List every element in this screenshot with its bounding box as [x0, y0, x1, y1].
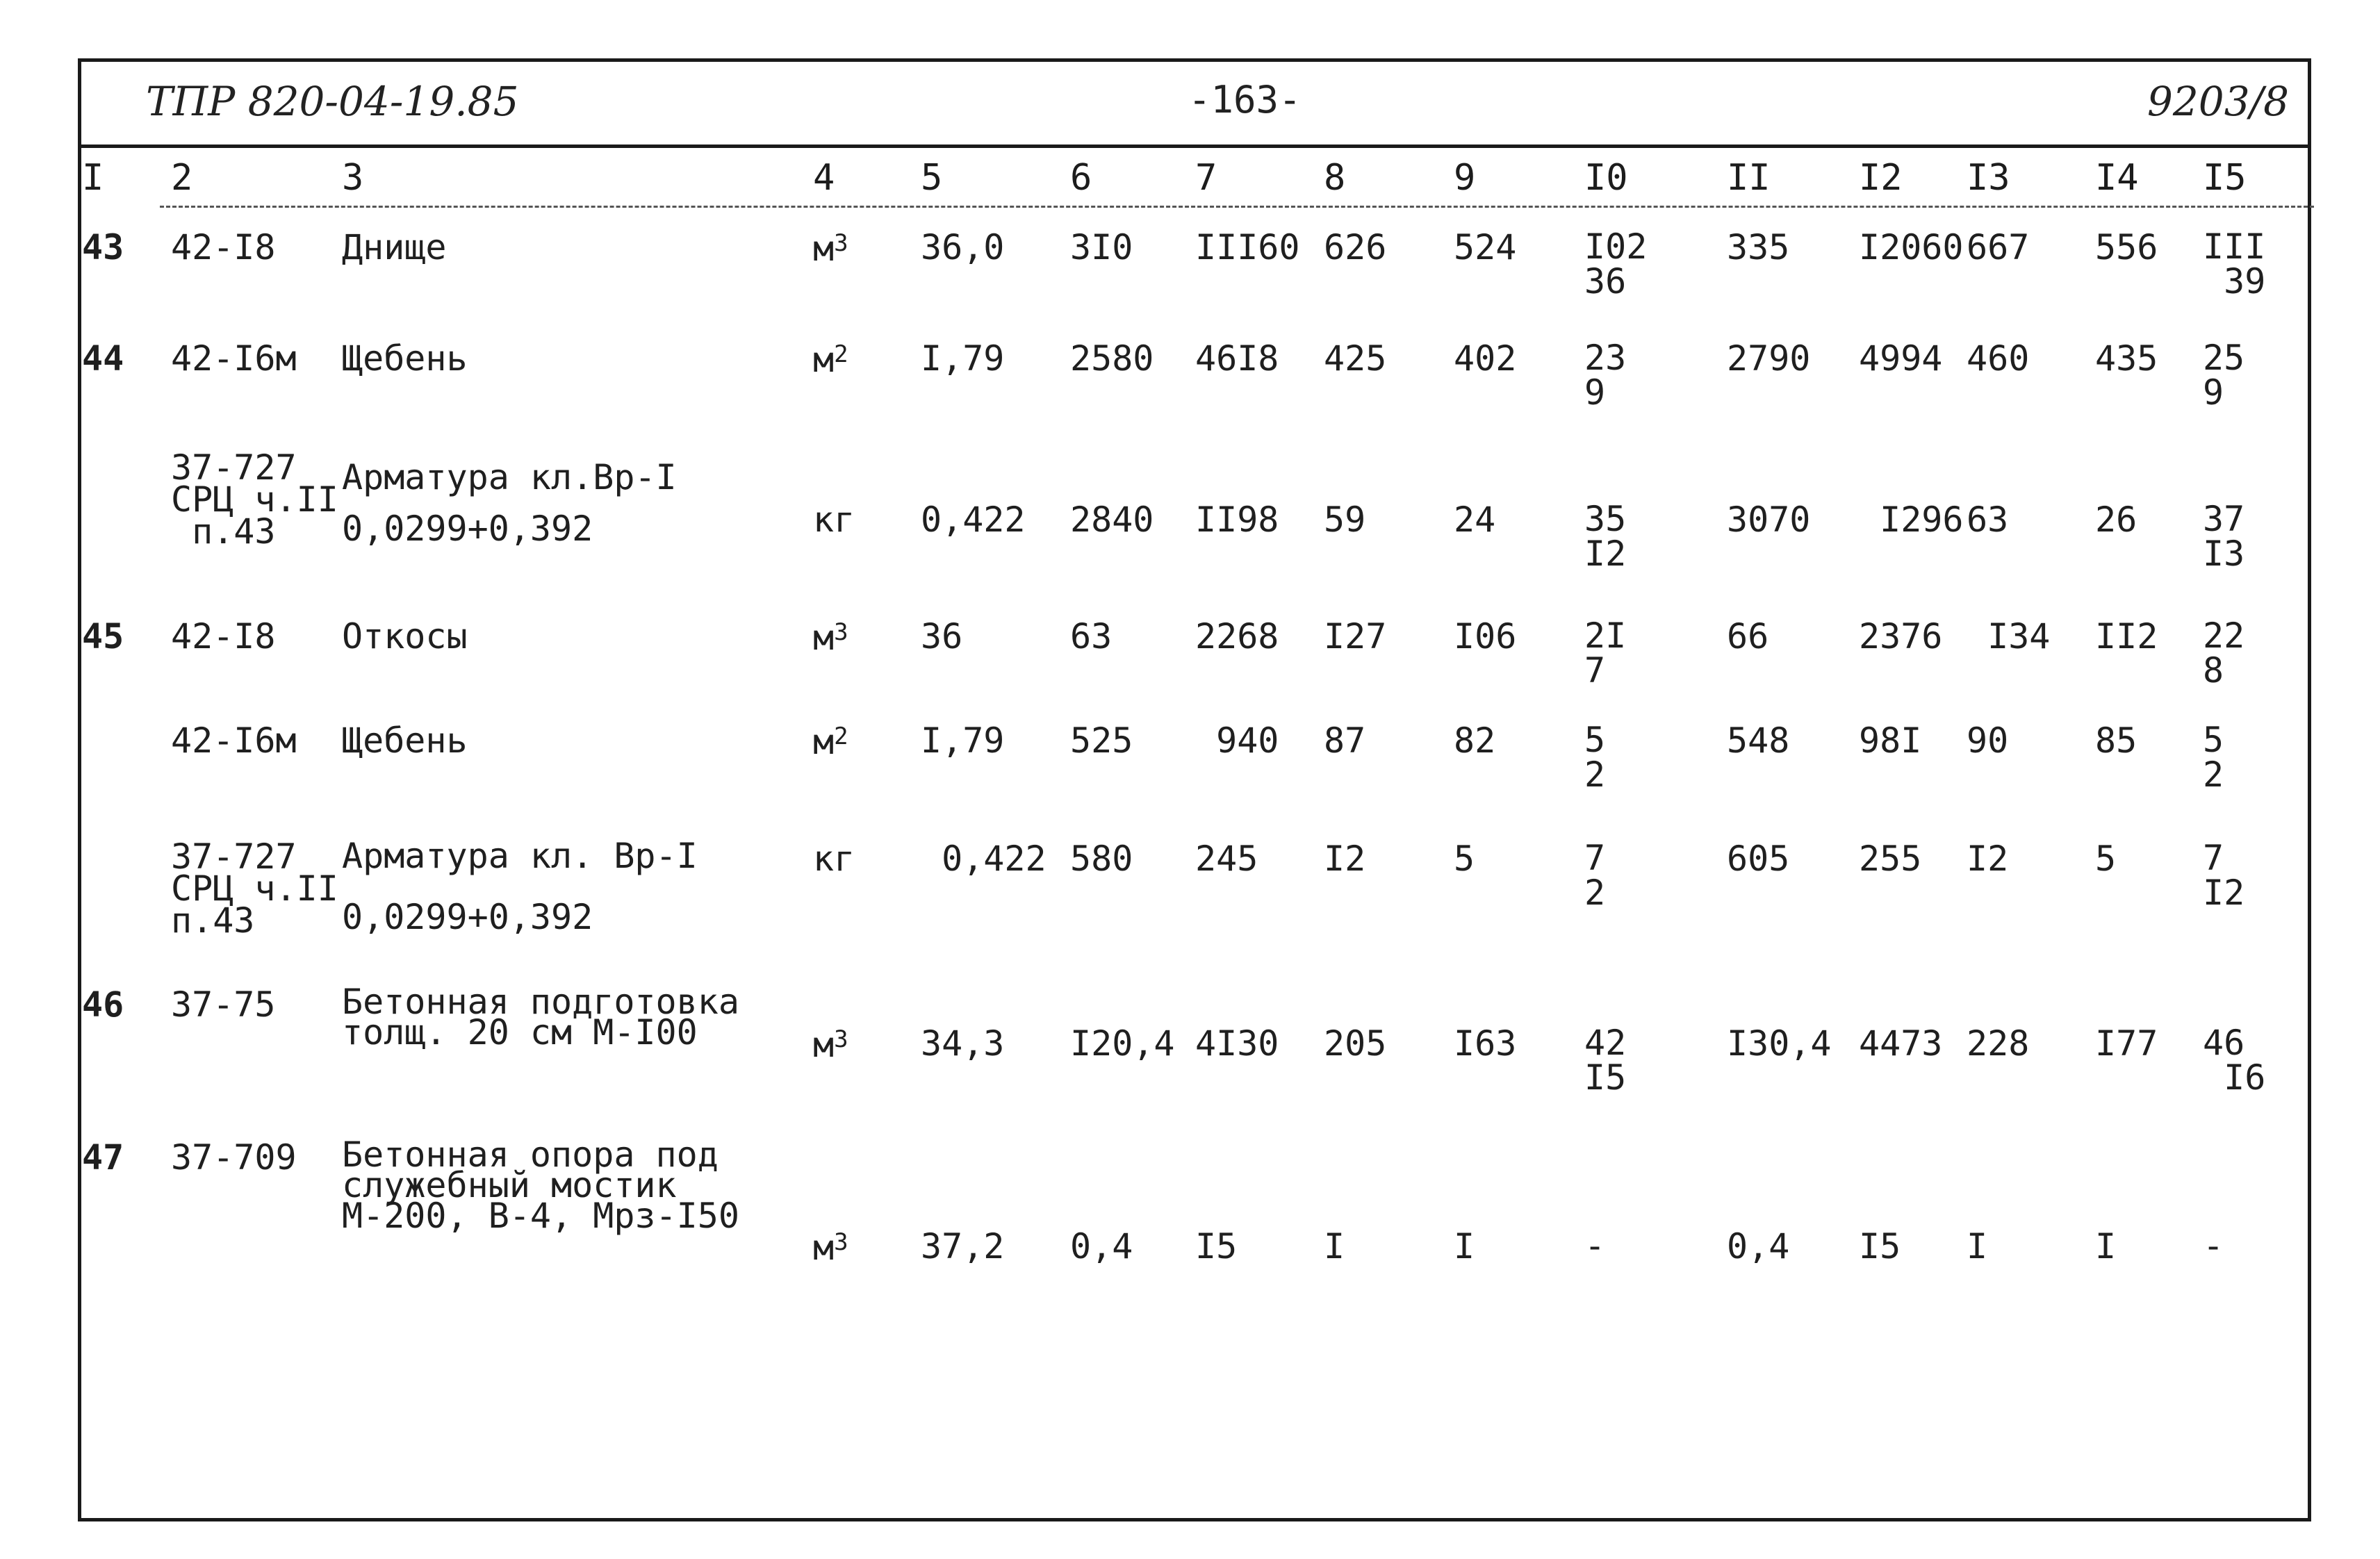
column-number-5: 5: [921, 157, 943, 199]
table-cell-col11: I30,4: [1727, 1023, 1832, 1064]
table-cell-col3: Щебень: [342, 720, 468, 761]
table-cell-col10: 7 2: [1584, 838, 1606, 913]
table-cell-col3: Откосы: [342, 616, 468, 657]
table-cell-col9: I63: [1454, 1023, 1517, 1064]
unit-exponent: 3: [834, 618, 848, 646]
unit-symbol: кг: [813, 500, 855, 540]
table-cell-col5: 37,2: [921, 1226, 1005, 1267]
table-cell-col15: -: [2203, 1226, 2224, 1266]
table-cell-col13: 63: [1967, 500, 2009, 540]
table-cell-col2: 37-727 СРЦ ч.II п.43: [171, 836, 338, 941]
unit-symbol: м: [813, 1025, 835, 1065]
table-cell-col10: I02 36: [1584, 226, 1648, 302]
table-cell-col6: 63: [1070, 616, 1113, 657]
unit-symbol: м: [813, 229, 835, 269]
table-cell-col6: 525: [1070, 720, 1133, 761]
table-cell-col11: 2790: [1727, 338, 1811, 379]
table-cell-col7: 4I30: [1195, 1023, 1279, 1064]
table-cell-col12: I5: [1859, 1226, 1901, 1267]
table-cell-col2: 37-727 СРЦ ч.II п.43: [171, 447, 338, 552]
column-number-13: I3: [1967, 157, 2010, 199]
table-cell-col14: 435: [2095, 338, 2158, 379]
unit-exponent: 2: [834, 340, 848, 368]
unit-exponent: 3: [834, 1025, 848, 1053]
column-number-1: I: [82, 157, 104, 199]
table-cell-col15: 5 2: [2203, 720, 2224, 795]
table-cell-col14: 5: [2095, 839, 2117, 879]
column-number-15: I5: [2203, 157, 2247, 199]
unit-cell: [813, 841, 855, 877]
table-cell-col5: 34,3: [921, 1023, 1005, 1064]
table-cell-col15: 37 I3: [2203, 499, 2245, 574]
table-cell-col14: I: [2095, 1226, 2117, 1267]
table-cell-col8: 425: [1324, 338, 1387, 379]
table-cell-col2: 42-I6м: [171, 338, 297, 379]
table-cell-col14: 556: [2095, 227, 2158, 267]
table-cell-col11: 66: [1727, 616, 1769, 657]
table-cell-col15: 22 8: [2203, 616, 2245, 691]
table-cell-col5: I,79: [921, 338, 1005, 379]
table-cell-col15: 25 9: [2203, 338, 2245, 413]
table-cell-col6: 580: [1070, 839, 1133, 879]
table-cell-col11: 335: [1727, 227, 1790, 267]
table-cell-col15: 7 I2: [2203, 838, 2245, 913]
table-cell-col14: II2: [2095, 616, 2158, 657]
table-cell-col1: 47: [82, 1137, 124, 1178]
sheet-number: 9203/8: [2147, 78, 2290, 125]
table-cell-col7: 46I8: [1195, 338, 1279, 379]
column-number-9: 9: [1454, 157, 1476, 199]
unit-symbol: м: [813, 618, 835, 658]
column-number-6: 6: [1070, 157, 1092, 199]
column-number-11: II: [1727, 157, 1771, 199]
header-divider: [78, 145, 2311, 148]
table-cell-col8: I27: [1324, 616, 1387, 657]
table-cell-col14: I77: [2095, 1023, 2158, 1064]
table-cell-col9: 24: [1454, 500, 1496, 540]
table-cell-col8: 205: [1324, 1023, 1387, 1064]
table-cell-col8: I2: [1324, 839, 1366, 879]
document-code: ТПР 820-04-19.85: [146, 78, 519, 125]
table-cell-col2: 42-I6м: [171, 720, 297, 761]
column-number-7: 7: [1195, 157, 1217, 199]
table-cell-col1: 45: [82, 616, 124, 657]
table-cell-col11: 605: [1727, 839, 1790, 879]
table-cell-col14: 85: [2095, 720, 2137, 761]
table-cell-col7: I5: [1195, 1226, 1238, 1267]
table-cell-col9: 82: [1454, 720, 1496, 761]
table-cell-col5: 36: [921, 616, 963, 657]
table-cell-col3: Бетонная опора под служебный мостик М-200, В-4, Мрз-I50: [342, 1135, 739, 1236]
table-cell-col13: I2: [1967, 839, 2009, 879]
table-cell-col15: III 39: [2203, 226, 2266, 302]
table-cell-col14: 26: [2095, 500, 2137, 540]
unit-symbol: м: [813, 340, 835, 380]
table-cell-col13: 460: [1967, 338, 2030, 379]
table-cell-col7: 245: [1195, 839, 1258, 879]
unit-exponent: 2: [834, 723, 848, 750]
unit-cell: [813, 724, 848, 760]
table-cell-col8: 626: [1324, 227, 1387, 267]
table-cell-col7: 940: [1195, 720, 1279, 761]
table-cell-col12: 4473: [1859, 1023, 1943, 1064]
table-cell-col10: 35 I2: [1584, 499, 1627, 574]
column-number-12: I2: [1859, 157, 1903, 199]
table-cell-col12: I296: [1859, 500, 1964, 540]
table-cell-col6: 2840: [1070, 500, 1154, 540]
table-cell-col5: 36,0: [921, 227, 1005, 267]
table-cell-col1: 44: [82, 338, 124, 379]
column-number-8: 8: [1324, 157, 1346, 199]
table-cell-col9: I06: [1454, 616, 1517, 657]
table-cell-col5: I,79: [921, 720, 1005, 761]
table-cell-col10: 42 I5: [1584, 1023, 1627, 1098]
unit-cell: [813, 342, 848, 378]
table-cell-col11: 3070: [1727, 500, 1811, 540]
table-cell-col2: 42-I8: [171, 227, 276, 267]
column-number-10: I0: [1584, 157, 1628, 199]
column-header-rule: [160, 206, 2314, 208]
table-cell-col12: 255: [1859, 839, 1922, 879]
unit-cell: [813, 1230, 848, 1266]
column-number-14: I4: [2095, 157, 2139, 199]
table-cell-col12: 4994: [1859, 338, 1943, 379]
table-cell-col10: 23 9: [1584, 338, 1627, 413]
table-cell-col13: I: [1967, 1226, 1988, 1267]
table-cell-col13: I34: [1967, 616, 2051, 657]
table-cell-col6: 3I0: [1070, 227, 1133, 267]
table-cell-col6: I20,4: [1070, 1023, 1175, 1064]
table-cell-col13: 228: [1967, 1023, 2030, 1064]
unit-cell: [813, 1027, 848, 1063]
table-cell-col2: 42-I8: [171, 616, 276, 657]
table-cell-col1: 43: [82, 227, 124, 267]
table-cell-col12: I2060: [1859, 227, 1964, 267]
table-cell-col7: 2268: [1195, 616, 1279, 657]
table-cell-col13: 90: [1967, 720, 2009, 761]
table-cell-col10: 5 2: [1584, 720, 1606, 795]
column-number-4: 4: [813, 157, 835, 199]
table-cell-col9: I: [1454, 1226, 1475, 1267]
table-cell-col12: 2376: [1859, 616, 1943, 657]
document-frame: [78, 58, 2311, 1521]
table-cell-col10: 2I 7: [1584, 616, 1627, 691]
table-cell-col8: I: [1324, 1226, 1345, 1267]
column-number-2: 2: [171, 157, 193, 199]
table-cell-col10: -: [1584, 1226, 1606, 1266]
unit-symbol: кг: [813, 839, 855, 879]
table-cell-col5: 0,422: [921, 500, 1026, 540]
table-cell-col8: 87: [1324, 720, 1366, 761]
unit-exponent: 3: [834, 229, 848, 257]
table-cell-col9: 524: [1454, 227, 1517, 267]
column-number-3: 3: [342, 157, 364, 199]
unit-symbol: м: [813, 722, 835, 762]
table-cell-col3: Бетонная подготовка толщ. 20 см М-I00: [342, 982, 739, 1053]
table-cell-col2: 37-75: [171, 984, 276, 1025]
table-cell-col7: III60: [1195, 227, 1300, 267]
table-cell-col8: 59: [1324, 500, 1366, 540]
unit-cell: [813, 502, 855, 538]
table-cell-col6: 2580: [1070, 338, 1154, 379]
table-cell-col2: 37-709: [171, 1137, 297, 1178]
table-cell-col13: 667: [1967, 227, 2030, 267]
table-cell-col5: 0,422: [921, 839, 1047, 879]
page-number: -163-: [1188, 78, 1302, 122]
unit-symbol: м: [813, 1228, 835, 1268]
table-cell-col9: 5: [1454, 839, 1475, 879]
table-cell-col1: 46: [82, 984, 124, 1025]
table-cell-col7: II98: [1195, 500, 1279, 540]
table-cell-col9: 402: [1454, 338, 1517, 379]
table-cell-col3: Арматура кл.Вр-I 0,0299+0,392: [342, 457, 677, 549]
table-cell-col11: 548: [1727, 720, 1790, 761]
unit-cell: [813, 231, 848, 267]
unit-exponent: 3: [834, 1228, 848, 1256]
table-cell-col11: 0,4: [1727, 1226, 1790, 1267]
table-cell-col12: 98I: [1859, 720, 1922, 761]
table-cell-col15: 46 I6: [2203, 1023, 2266, 1098]
table-cell-col3: Щебень: [342, 338, 468, 379]
table-cell-col3: Днище: [342, 227, 447, 267]
unit-cell: [813, 620, 848, 656]
table-cell-col3: Арматура кл. Вр-I 0,0299+0,392: [342, 836, 698, 937]
table-cell-col6: 0,4: [1070, 1226, 1133, 1267]
